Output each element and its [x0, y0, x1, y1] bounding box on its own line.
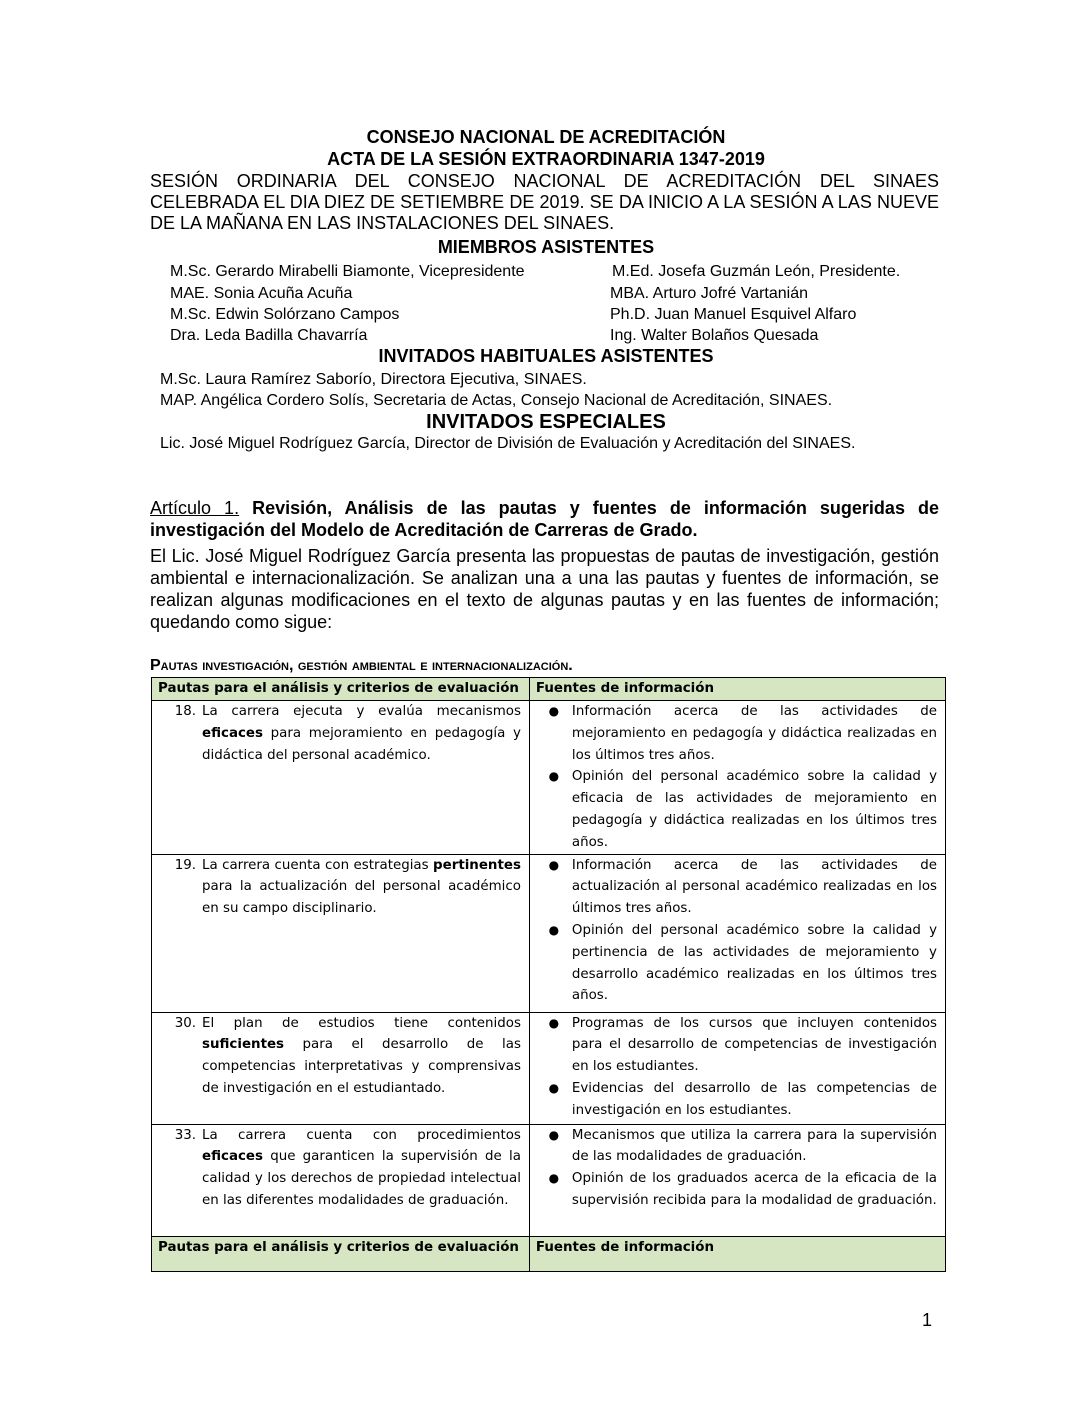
pauta-number: 30.	[174, 1015, 196, 1031]
session-intro: SESIÓN ORDINARIA DEL CONSEJO NACIONAL DE ACREDITACIÓN DEL SINAES CELEBRADA EL DIA DIEZ DE SETIEMBRE DE 2019. SE DA INICIO A LA SESIÓN A LAS NUEVE DE LA MAÑANA EN LAS INSTALACIONES DEL SINAES.	[150, 171, 939, 233]
special-guest-text: Lic. José Miguel Rodríguez García, Director de División de Evaluación y Acreditación del SINAES.	[160, 435, 856, 452]
bullet-icon: ●	[548, 857, 560, 872]
column-header-pautas: Pautas para el análisis y criterios de evaluación	[152, 678, 530, 701]
pauta-cell	[152, 701, 530, 855]
special-guests-heading: INVITADOS ESPECIALES	[426, 411, 666, 433]
pautas-table	[151, 677, 946, 1272]
list-item: ● Mecanismos que utiliza la carrera para la supervisión de las modalidades de graduación.	[536, 1125, 937, 1169]
guest-item: M.Sc. Laura Ramírez Saborío, Directora Ejecutiva, SINAES.	[160, 371, 587, 388]
list-item: ● Programas de los cursos que incluyen contenidos para el desarrollo de competencias de investigación en los estudiantes.	[536, 1013, 937, 1078]
member-right: M.Ed. Josefa Guzmán León, Presidente.	[612, 263, 901, 280]
bullet-icon: ●	[548, 1171, 560, 1186]
column-header-fuentes: Fuentes de información	[529, 678, 945, 701]
bullet-icon: ●	[548, 1080, 560, 1095]
list-item: ● Opinión de los graduados acerca de la eficacia de la supervisión recibida para la modalidad de graduación.	[536, 1168, 937, 1212]
table-row	[152, 1124, 946, 1236]
list-item: ● Información acerca de las actividades de actualización al personal académico realizadas en los últimos tres años.	[536, 855, 937, 920]
article-title: Revisión, Análisis de las pautas y fuentes de información sugeridas de investigación del Modelo de Acreditación de Carreras de Grado.	[150, 498, 939, 540]
table-header-row-repeat	[152, 1236, 946, 1271]
bullet-icon: ●	[548, 922, 560, 937]
pauta-cell	[152, 854, 530, 1012]
member-left: Dra. Leda Badilla Chavarría	[170, 327, 368, 344]
fuentes-cell	[529, 1124, 945, 1236]
column-header-fuentes: Fuentes de información	[529, 1236, 945, 1271]
members-heading: MIEMBROS ASISTENTES	[437, 237, 655, 257]
pauta-cell	[152, 1124, 530, 1236]
pauta-text: El plan de estudios tiene contenidos suficientes para el desarrollo de las competencias interpretativas y comprensivas de investigación en el estudiantado.	[202, 1015, 521, 1096]
article-label: Artículo 1.	[150, 498, 240, 518]
member-left: M.Sc. Edwin Solórzano Campos	[170, 306, 400, 323]
pauta-number: 19.	[174, 857, 196, 873]
table-row	[152, 701, 946, 855]
pauta-text: La carrera cuenta con estrategias pertinentes para la actualización del personal académico en su campo disciplinario.	[202, 857, 521, 917]
table-row	[152, 854, 946, 1012]
document-subtitle: ACTA DE LA SESIÓN EXTRAORDINARIA 1347-2019	[327, 149, 765, 169]
fuentes-cell	[529, 1012, 945, 1124]
bullet-icon: ●	[548, 1015, 560, 1030]
article-body: El Lic. José Miguel Rodríguez García presenta las propuestas de pautas de investigación, gestión ambiental e internacionalización. Se analizan una a una las pautas y fuentes de información, se realizan algunas modificaciones en el texto de algunas pautas y en las fuentes de información; quedando como sigue:	[150, 546, 939, 632]
member-right: Ing. Walter Bolaños Quesada	[610, 327, 819, 344]
member-right: MBA. Arturo Jofré Vartanián	[610, 285, 809, 302]
pauta-number: 18.	[174, 704, 196, 719]
fuentes-cell	[529, 701, 945, 855]
guest-item: MAP. Angélica Cordero Solís, Secretaria de Actas, Consejo Nacional de Acreditación, SINAES.	[160, 392, 833, 409]
member-right: Ph.D. Juan Manuel Esquivel Alfaro	[610, 306, 857, 323]
pauta-cell	[152, 1012, 530, 1124]
fuentes-cell	[529, 854, 945, 1012]
page-number: 1	[922, 1310, 933, 1330]
member-left: MAE. Sonia Acuña Acuña	[170, 285, 353, 302]
column-header-pautas: Pautas para el análisis y criterios de evaluación	[152, 1236, 530, 1271]
guests-heading: INVITADOS HABITUALES ASISTENTES	[378, 346, 714, 366]
table-row	[152, 1012, 946, 1124]
list-item: ● Evidencias del desarrollo de las competencias de investigación en los estudiantes.	[536, 1078, 937, 1122]
pauta-text: La carrera cuenta con procedimientos eficaces que garanticen la supervisión de la calidad y los derechos de propiedad intelectual en las diferentes modalidades de graduación.	[202, 1127, 521, 1208]
table-header-row	[152, 678, 946, 701]
article-heading	[150, 497, 939, 541]
bullet-icon: ●	[548, 1127, 560, 1142]
section-title: Pautas investigación, gestión ambiental e internacionalización.	[150, 657, 573, 674]
bullet-icon: ●	[548, 769, 560, 784]
list-item: ● Opinión del personal académico sobre la calidad y pertinencia de las actividades de mejoramiento y desarrollo académico realizadas en los últimos tres años.	[536, 920, 937, 1007]
pauta-text: La carrera ejecuta y evalúa mecanismos eficaces para mejoramiento en pedagogía y didáctica del personal académico.	[202, 704, 521, 763]
list-item: ● Opinión del personal académico sobre la calidad y eficacia de las actividades de mejoramiento en pedagogía y didáctica realizadas en los últimos tres años.	[536, 766, 937, 853]
pauta-number: 33.	[174, 1127, 196, 1143]
document-title: CONSEJO NACIONAL DE ACREDITACIÓN	[366, 127, 726, 147]
member-left: M.Sc. Gerardo Mirabelli Biamonte, Vicepresidente	[170, 263, 525, 280]
bullet-icon: ●	[548, 704, 560, 718]
list-item: ● Información acerca de las actividades de mejoramiento en pedagogía y didáctica realizadas en los últimos tres años.	[536, 701, 937, 766]
